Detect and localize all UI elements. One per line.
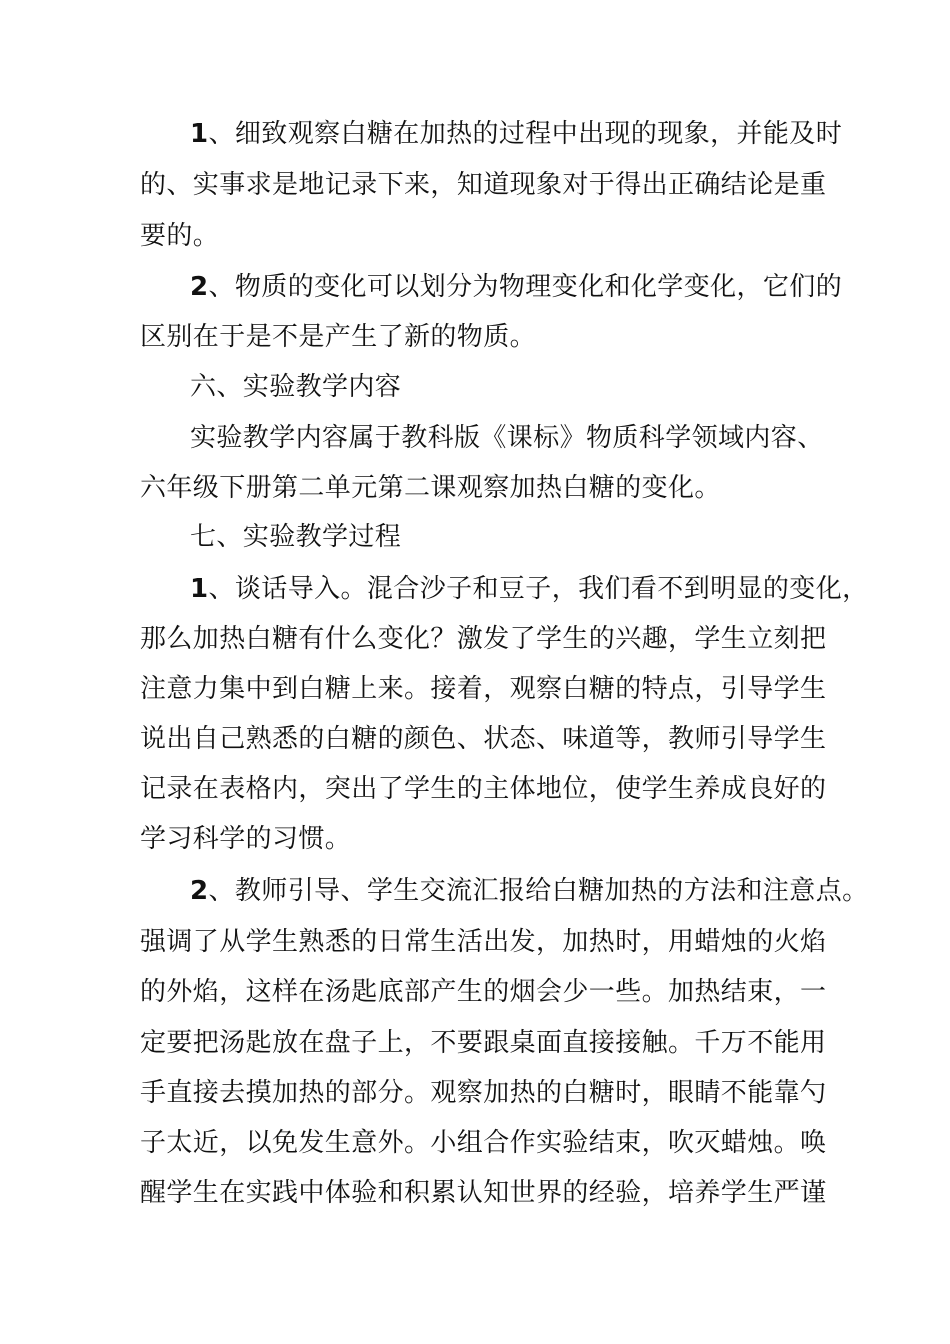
section-heading — [190, 372, 401, 402]
text-line — [190, 119, 842, 149]
line-text: 子太近，以免发生意外。小组合作实验结束，吹灭蜡烛。唤 — [140, 1128, 827, 1158]
line-text: 要的。 — [140, 221, 220, 251]
line-text: 六年级下册第二单元第二课观察加热白糖的变化。 — [140, 473, 721, 503]
section-heading — [190, 522, 401, 552]
text-line — [190, 423, 824, 453]
item-number: 2 — [190, 272, 209, 302]
text-line — [140, 322, 536, 352]
line-text: 注意力集中到白糖上来。接着，观察白糖的特点，引导学生 — [140, 674, 827, 704]
line-text: 的、实事求是地记录下来，知道现象对于得出正确结论是重 — [140, 170, 827, 200]
text-line — [140, 927, 826, 957]
line-text: 醒学生在实践中体验和积累认知世界的经验，培养学生严谨 — [140, 1178, 827, 1208]
text-line — [140, 1128, 826, 1158]
text-line — [140, 1178, 826, 1208]
text-line — [140, 724, 826, 754]
line-text: 定要把汤匙放在盘子上，不要跟桌面直接接触。千万不能用 — [140, 1028, 827, 1058]
line-text: 那么加热白糖有什么变化？激发了学生的兴趣，学生立刻把 — [140, 624, 827, 654]
line-text: 、物质的变化可以划分为物理变化和化学变化，它们的 — [208, 272, 843, 302]
text-line — [140, 1078, 826, 1108]
text-line — [190, 574, 869, 604]
text-line — [140, 473, 721, 503]
text-line — [140, 774, 826, 804]
text-line — [140, 624, 826, 654]
text-line — [140, 977, 826, 1007]
item-number: 2 — [190, 876, 209, 906]
line-text: 强调了从学生熟悉的日常生活出发，加热时，用蜡烛的火焰 — [140, 927, 827, 957]
line-text: 手直接去摸加热的部分。观察加热的白糖时，眼睛不能靠勺 — [140, 1078, 827, 1108]
line-text: 记录在表格内，突出了学生的主体地位，使学生养成良好的 — [140, 774, 827, 804]
text-line — [140, 674, 826, 704]
text-line — [140, 170, 826, 200]
text-line — [190, 272, 842, 302]
line-text: 实验教学内容属于教科版《课标》物质科学领域内容、 — [190, 423, 824, 453]
text-line — [140, 221, 219, 251]
item-number: 1 — [190, 574, 209, 604]
line-text: 区别在于是不是产生了新的物质。 — [140, 322, 537, 352]
text-line — [140, 1028, 826, 1058]
line-text: 、细致观察白糖在加热的过程中出现的现象，并能及时 — [208, 119, 843, 149]
line-text: 、谈话导入。混合沙子和豆子，我们看不到明显的变化， — [208, 574, 869, 604]
heading-text: 七、实验教学过程 — [190, 522, 402, 552]
item-number: 1 — [190, 119, 209, 149]
line-text: 的外焰，这样在汤匙底部产生的烟会少一些。加热结束，一 — [140, 977, 827, 1007]
heading-text: 六、实验教学内容 — [190, 372, 402, 402]
text-line — [140, 824, 351, 854]
line-text: 、教师引导、学生交流汇报给白糖加热的方法和注意点。 — [208, 876, 869, 906]
line-text: 说出自己熟悉的白糖的颜色、状态、味道等，教师引导学生 — [140, 724, 827, 754]
text-line — [190, 876, 869, 906]
line-text: 学习科学的习惯。 — [140, 824, 352, 854]
